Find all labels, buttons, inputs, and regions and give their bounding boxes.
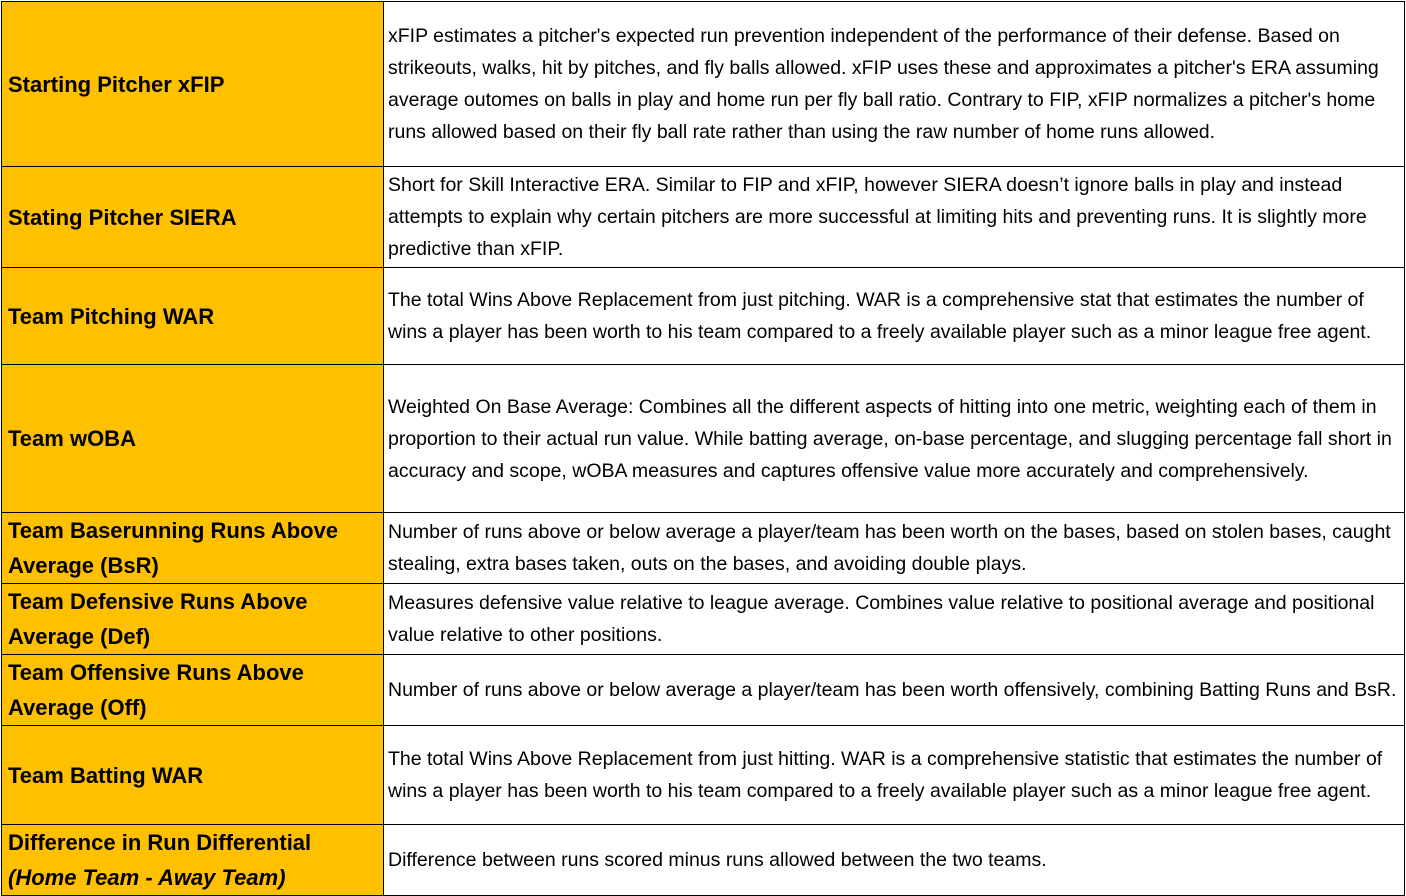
description-cell[interactable]: xFIP estimates a pitcher's expected run prevention independent of the performance of their defense. Based on strikeouts, walks, hit by pitches, and fly balls allowed. xFIP uses these and approximates a pitcher's ERA assuming average outomes on balls in play and home run per fly ball ratio. Contrary to FIP, xFIP normalizes a pitcher's home runs allowed based on their fly ball rate rather than using the raw number of home runs allowed. [384,2,1405,167]
description-cell[interactable]: Weighted On Base Average: Combines all the different aspects of hitting into one metric, weighting each of them in proportion to their actual run value. While batting average, on-base percentage, and slugging percentage fall short in accuracy and scope, wOBA measures and captures offensive value more accurately and comprehensively. [384,365,1405,513]
term-cell[interactable]: Team wOBA [2,365,384,513]
description-cell[interactable]: Short for Skill Interactive ERA. Similar to FIP and xFIP, however SIERA doesn’t ignore balls in play and instead attempts to explain why certain pitchers are more successful at limiting hits and preventing runs. It is slightly more predictive than xFIP. [384,167,1405,268]
term-cell[interactable]: Starting Pitcher xFIP [2,2,384,167]
description-cell[interactable]: The total Wins Above Replacement from just hitting. WAR is a comprehensive statistic that estimates the number of wins a player has been worth to his team compared to a freely available player such as a minor league free agent. [384,726,1405,825]
table-row [2,513,1405,584]
term-subtitle: (Home Team - Away Team) [8,865,286,890]
description-cell[interactable]: Number of runs above or below average a player/team has been worth offensively, combining Batting Runs and BsR. [384,655,1405,726]
term-cell[interactable]: Team Offensive Runs Above Average (Off) [2,655,384,726]
table-row [2,365,1405,513]
term-cell[interactable]: Difference in Run Differential (Home Team - Away Team) [2,825,384,896]
table-row [2,655,1405,726]
term-cell[interactable]: Stating Pitcher SIERA [2,167,384,268]
table-row [2,825,1405,896]
description-cell[interactable]: Measures defensive value relative to league average. Combines value relative to positional average and positional value relative to other positions. [384,584,1405,655]
table-row [2,726,1405,825]
table-row [2,268,1405,365]
glossary-table [1,1,1405,896]
term-cell[interactable]: Team Baserunning Runs Above Average (BsR) [2,513,384,584]
description-cell[interactable]: Number of runs above or below average a player/team has been worth on the bases, based on stolen bases, caught stealing, extra bases taken, outs on the bases, and avoiding double plays. [384,513,1405,584]
term-cell[interactable]: Team Pitching WAR [2,268,384,365]
table-row [2,584,1405,655]
term-cell[interactable]: Team Batting WAR [2,726,384,825]
term-cell[interactable]: Team Defensive Runs Above Average (Def) [2,584,384,655]
description-cell[interactable]: Difference between runs scored minus runs allowed between the two teams. [384,825,1405,896]
table-row [2,2,1405,167]
table-row [2,167,1405,268]
description-cell[interactable]: The total Wins Above Replacement from just pitching. WAR is a comprehensive stat that estimates the number of wins a player has been worth to his team compared to a freely available player such as a minor league free agent. [384,268,1405,365]
